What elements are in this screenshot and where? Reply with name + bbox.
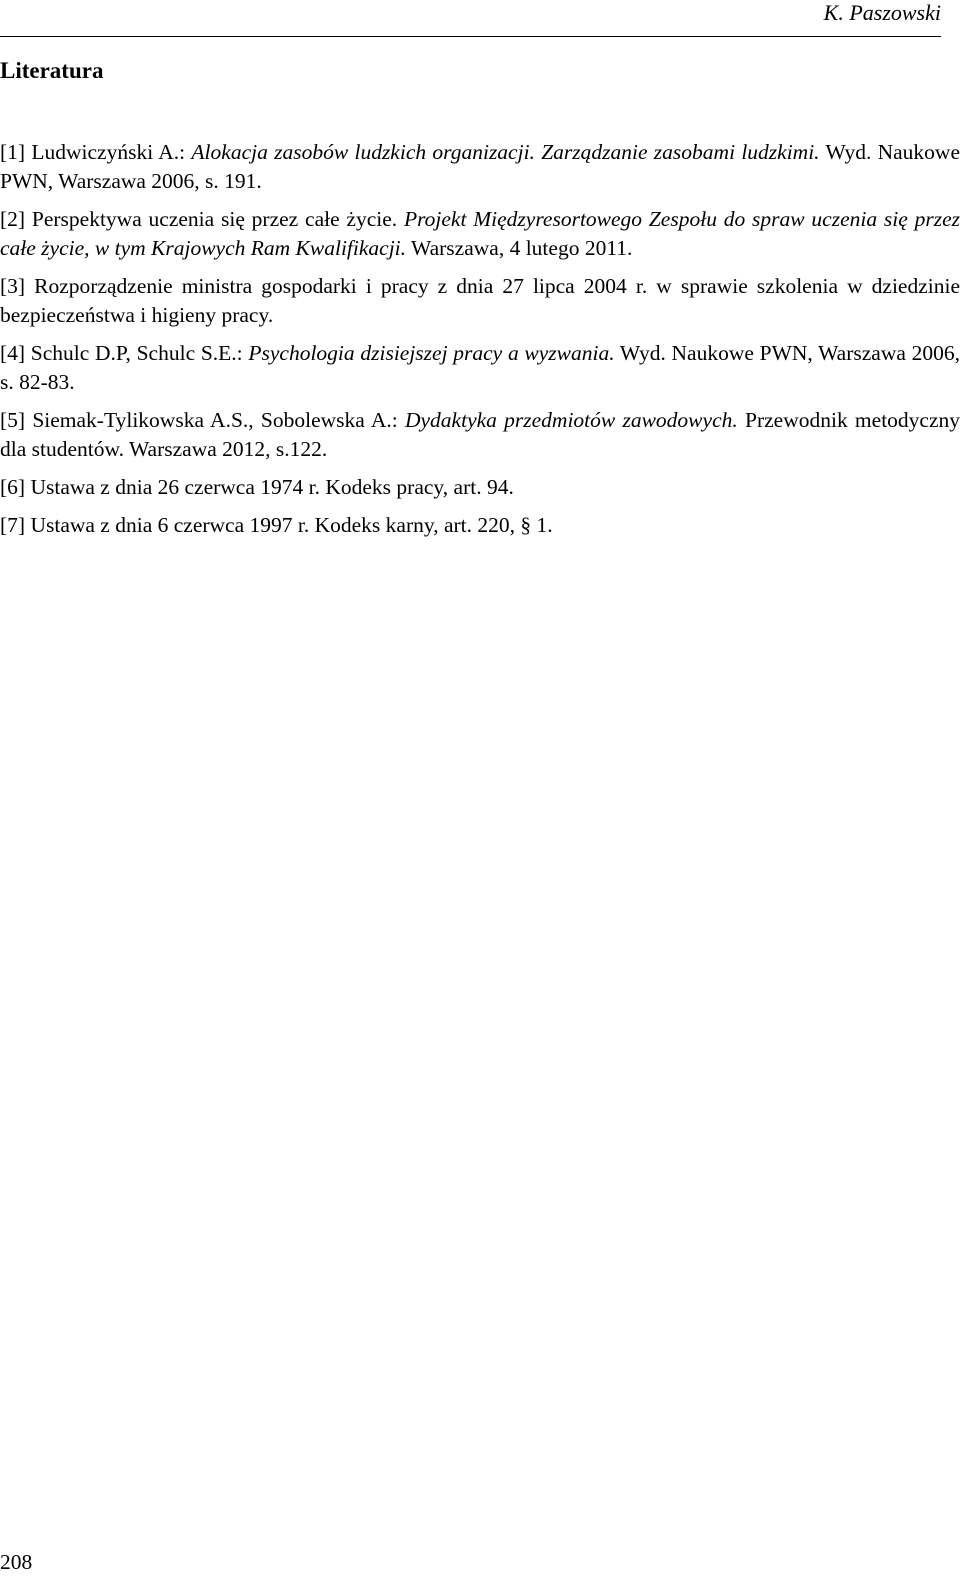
reference-text: Ludwiczyński A.: <box>25 140 192 164</box>
reference-title: Psychologia dzisiejszej pracy a wyzwania. <box>248 341 615 365</box>
running-header <box>0 0 941 37</box>
reference-number: [4] <box>0 341 26 365</box>
reference-text: Wyd. Naukowe PWN, Warszawa 2006, s. 191. <box>0 140 960 193</box>
reference-number: [7] <box>0 513 26 537</box>
reference-text: Ustawa z dnia 26 czerwca 1974 r. Kodeks pracy, art. 94. <box>25 475 514 499</box>
reference-number: [3] <box>0 274 26 298</box>
reference-title: Dydaktyka przedmiotów zawodowych. <box>404 408 738 432</box>
reference-list <box>0 138 960 549</box>
reference-text: Perspektywa uczenia się przez całe życie. <box>25 207 404 231</box>
reference-title: Projekt Międzyresortowego Zespołu do spraw uczenia się przez całe życie, w tym Krajowych Ram Kwalifikacji. <box>0 207 960 260</box>
reference-number: [2] <box>0 207 26 231</box>
reference-text: Warszawa, 4 lutego 2011. <box>406 236 633 260</box>
reference-text: Rozporządzenie ministra gospodarki i pracy z dnia 27 lipca 2004 r. w sprawie szkolenia w dziedzinie bezpieczeństwa i higieny pracy. <box>0 274 960 327</box>
reference-number: [6] <box>0 475 26 499</box>
section-title: Literatura <box>0 58 104 83</box>
reference-item <box>0 473 960 502</box>
reference-text: Przewodnik metodyczny dla studentów. Warszawa 2012, s.122. <box>0 408 960 461</box>
reference-item <box>0 339 960 397</box>
reference-item <box>0 138 960 196</box>
reference-text: Siemak-Tylikowska A.S., Sobolewska A.: <box>25 408 405 432</box>
page-number: 208 <box>0 1550 33 1574</box>
reference-text: Schulc D.P, Schulc S.E.: <box>25 341 249 365</box>
running-header-author: K. Paszowski <box>823 0 941 25</box>
reference-number: [1] <box>0 140 26 164</box>
reference-text: Ustawa z dnia 6 czerwca 1997 r. Kodeks karny, art. 220, § 1. <box>25 513 553 537</box>
reference-item <box>0 272 960 330</box>
reference-item <box>0 511 960 540</box>
reference-item <box>0 406 960 464</box>
reference-text: Wyd. Naukowe PWN, Warszawa 2006, s. 82-83. <box>0 341 960 394</box>
reference-item <box>0 205 960 263</box>
reference-title: Alokacja zasobów ludzkich organizacji. Zarządzanie zasobami ludzkimi. <box>191 140 820 164</box>
reference-number: [5] <box>0 408 26 432</box>
